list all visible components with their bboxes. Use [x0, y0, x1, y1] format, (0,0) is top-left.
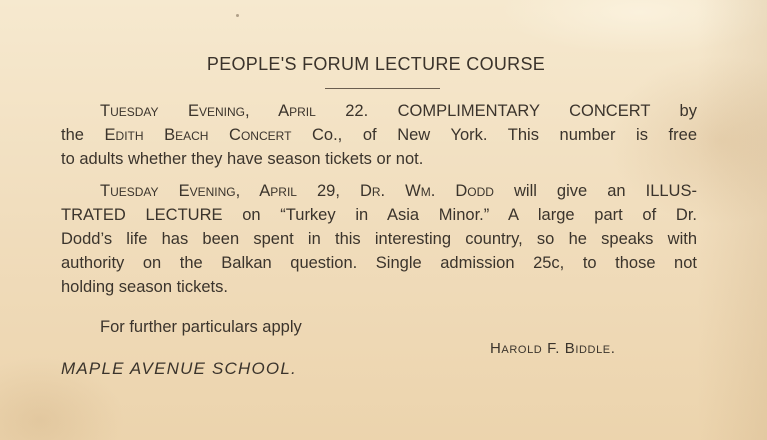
paper-speck	[604, 106, 606, 108]
text-run: to adults whether they have season tickets or not.	[61, 150, 424, 168]
text-run: Dodd’s life has been spent in this interesting country, so he speaks with	[61, 230, 697, 248]
paragraph-line	[61, 203, 697, 227]
text-run: holding season tickets.	[61, 278, 228, 296]
school-name: MAPLE AVENUE SCHOOL.	[61, 359, 297, 378]
concert-heading: COMPLIMENTARY CONCERT by	[368, 102, 697, 120]
further-particulars: For further particulars apply	[100, 318, 302, 336]
paragraph-line	[61, 147, 697, 171]
paragraph-line	[61, 179, 697, 203]
paragraph-line	[61, 123, 697, 147]
card-title: PEOPLE'S FORUM LECTURE COURSE	[206, 54, 546, 74]
concert-paragraph	[61, 99, 697, 171]
paper-speck	[236, 14, 239, 17]
text-run: will give an ILLUS-	[493, 182, 697, 200]
text-run: authority on the Balkan question. Single admission 25c, to those not	[61, 254, 697, 272]
text-run: TRATED LECTURE on “Turkey in Asia Minor.” A large part of Dr.	[61, 206, 697, 224]
lecture-paragraph	[61, 179, 697, 299]
paragraph-line	[61, 99, 697, 123]
signer-name: Harold F. Biddle.	[490, 340, 616, 357]
date-smallcaps: Tuesday Evening, April 22.	[100, 102, 369, 120]
text-run: the	[61, 126, 105, 144]
paragraph-line	[61, 227, 697, 251]
paragraph-line	[61, 275, 697, 299]
performer-smallcaps: Edith Beach Concert	[104, 126, 292, 144]
paragraph-line	[61, 251, 697, 275]
date-smallcaps: Tuesday Evening, April 29, Dr. Wm. Dodd	[100, 182, 494, 200]
title-rule	[325, 88, 440, 89]
text-run: Co., of New York. This number is free	[291, 126, 697, 144]
